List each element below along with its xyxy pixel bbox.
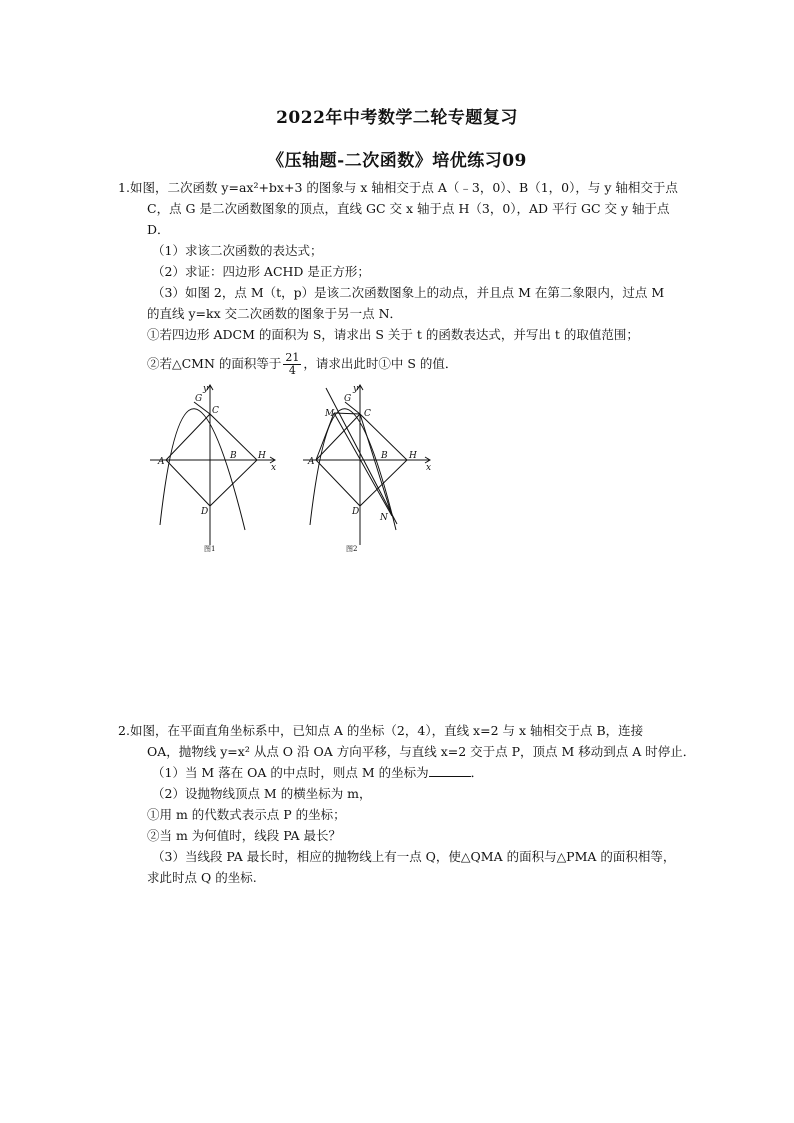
label-B-fig2: B [381,451,388,461]
problem2-sub2: （2）设抛物线顶点 M 的横坐标为 m， [152,786,372,801]
problem1-sub3-part2: ②若△CMN 的面积等于 $\frac{21}{4}$ ，请求出此时①中 S 的值． [147,351,458,377]
figure-2 [295,378,445,556]
document-title: 2022年中考数学二轮专题复习 [276,108,518,128]
label-H: H [258,451,266,461]
label-G-fig2: G [344,394,352,404]
problem2-sub2-part2: ②当 m 为何值时，线段 PA 最长？ [147,828,342,843]
label-y: y [203,384,209,394]
label-G: G [195,394,203,404]
problem2-line1: 2.如图，在平面直角坐标系中，已知点 A 的坐标（2，4），直线 x=2 与 x 轴相交于点 B，连接 [118,723,644,738]
figure2-caption: 图2 [346,545,358,553]
problem2-sub2-part1: ①用 m 的代数式表示点 P 的坐标； [147,807,346,822]
problem2-sub3: （3）当线段 PA 最长时，相应的抛物线上有一点 Q，使△QMA 的面积与△PMA 的面积相等， [152,849,676,864]
label-A-fig2: A [308,457,315,467]
problem2-sub3-cont: 求此时点 Q 的坐标. [147,870,257,885]
problem1-sub3-part1: ①若四边形 ADCM 的面积为 S，请求出 S 关于 t 的函数表达式，并写出 t 的取值范围； [147,327,639,342]
figure1-caption: 图1 [204,545,216,553]
label-x-fig2: x [426,463,432,473]
label-x: x [271,463,277,473]
problem1-line3: D． [147,222,170,237]
label-H-fig2: H [409,451,417,461]
label-B: B [230,451,237,461]
label-D-fig2: D [352,507,360,517]
problem2-line2: OA，抛物线 y=x² 从点 O 沿 OA 方向平移，与直线 x=2 交于点 P，顶点 M 移动到点 A 时停止． [147,744,696,759]
answer-blank [429,764,471,777]
problem2-sub1: （1）当 M 落在 OA 的中点时，则点 M 的坐标为 ． [152,765,484,780]
label-D: D [201,507,209,517]
document-subtitle: 《压轴题-二次函数》培优练习09 [267,151,527,171]
figure-1 [140,378,290,556]
problem1-line2: C，点 G 是二次函数图象的顶点，直线 GC 交 x 轴于点 H（3，0），AD 平行 GC 交 y 轴于点 [147,201,670,216]
label-y-fig2: y [353,384,359,394]
label-N-fig2: N [380,513,388,523]
label-C: C [212,406,219,416]
problem1-line1: 1.如图，二次函数 y=ax²+bx+3 的图象与 x 轴相交于点 A（﹣3，0）、B（1，0），与 y 轴相交于点 [118,180,678,195]
problem1-sub1: （1）求该二次函数的表达式； [152,243,323,258]
fraction-21-4: $\frac{21}{4}$ [285,351,300,377]
problem1-sub3-cont: 的直线 y=kx 交二次函数的图象于另一点 N． [147,306,403,321]
problem1-sub3: （3）如图 2，点 M（t，p）是该二次函数图象上的动点，并且点 M 在第二象限内，过点 M [152,285,665,300]
problem1-sub2: （2）求证：四边形 ACHD 是正方形； [152,264,370,279]
label-M-fig2: M [325,409,335,419]
label-A: A [158,457,165,467]
label-C-fig2: C [364,409,371,419]
